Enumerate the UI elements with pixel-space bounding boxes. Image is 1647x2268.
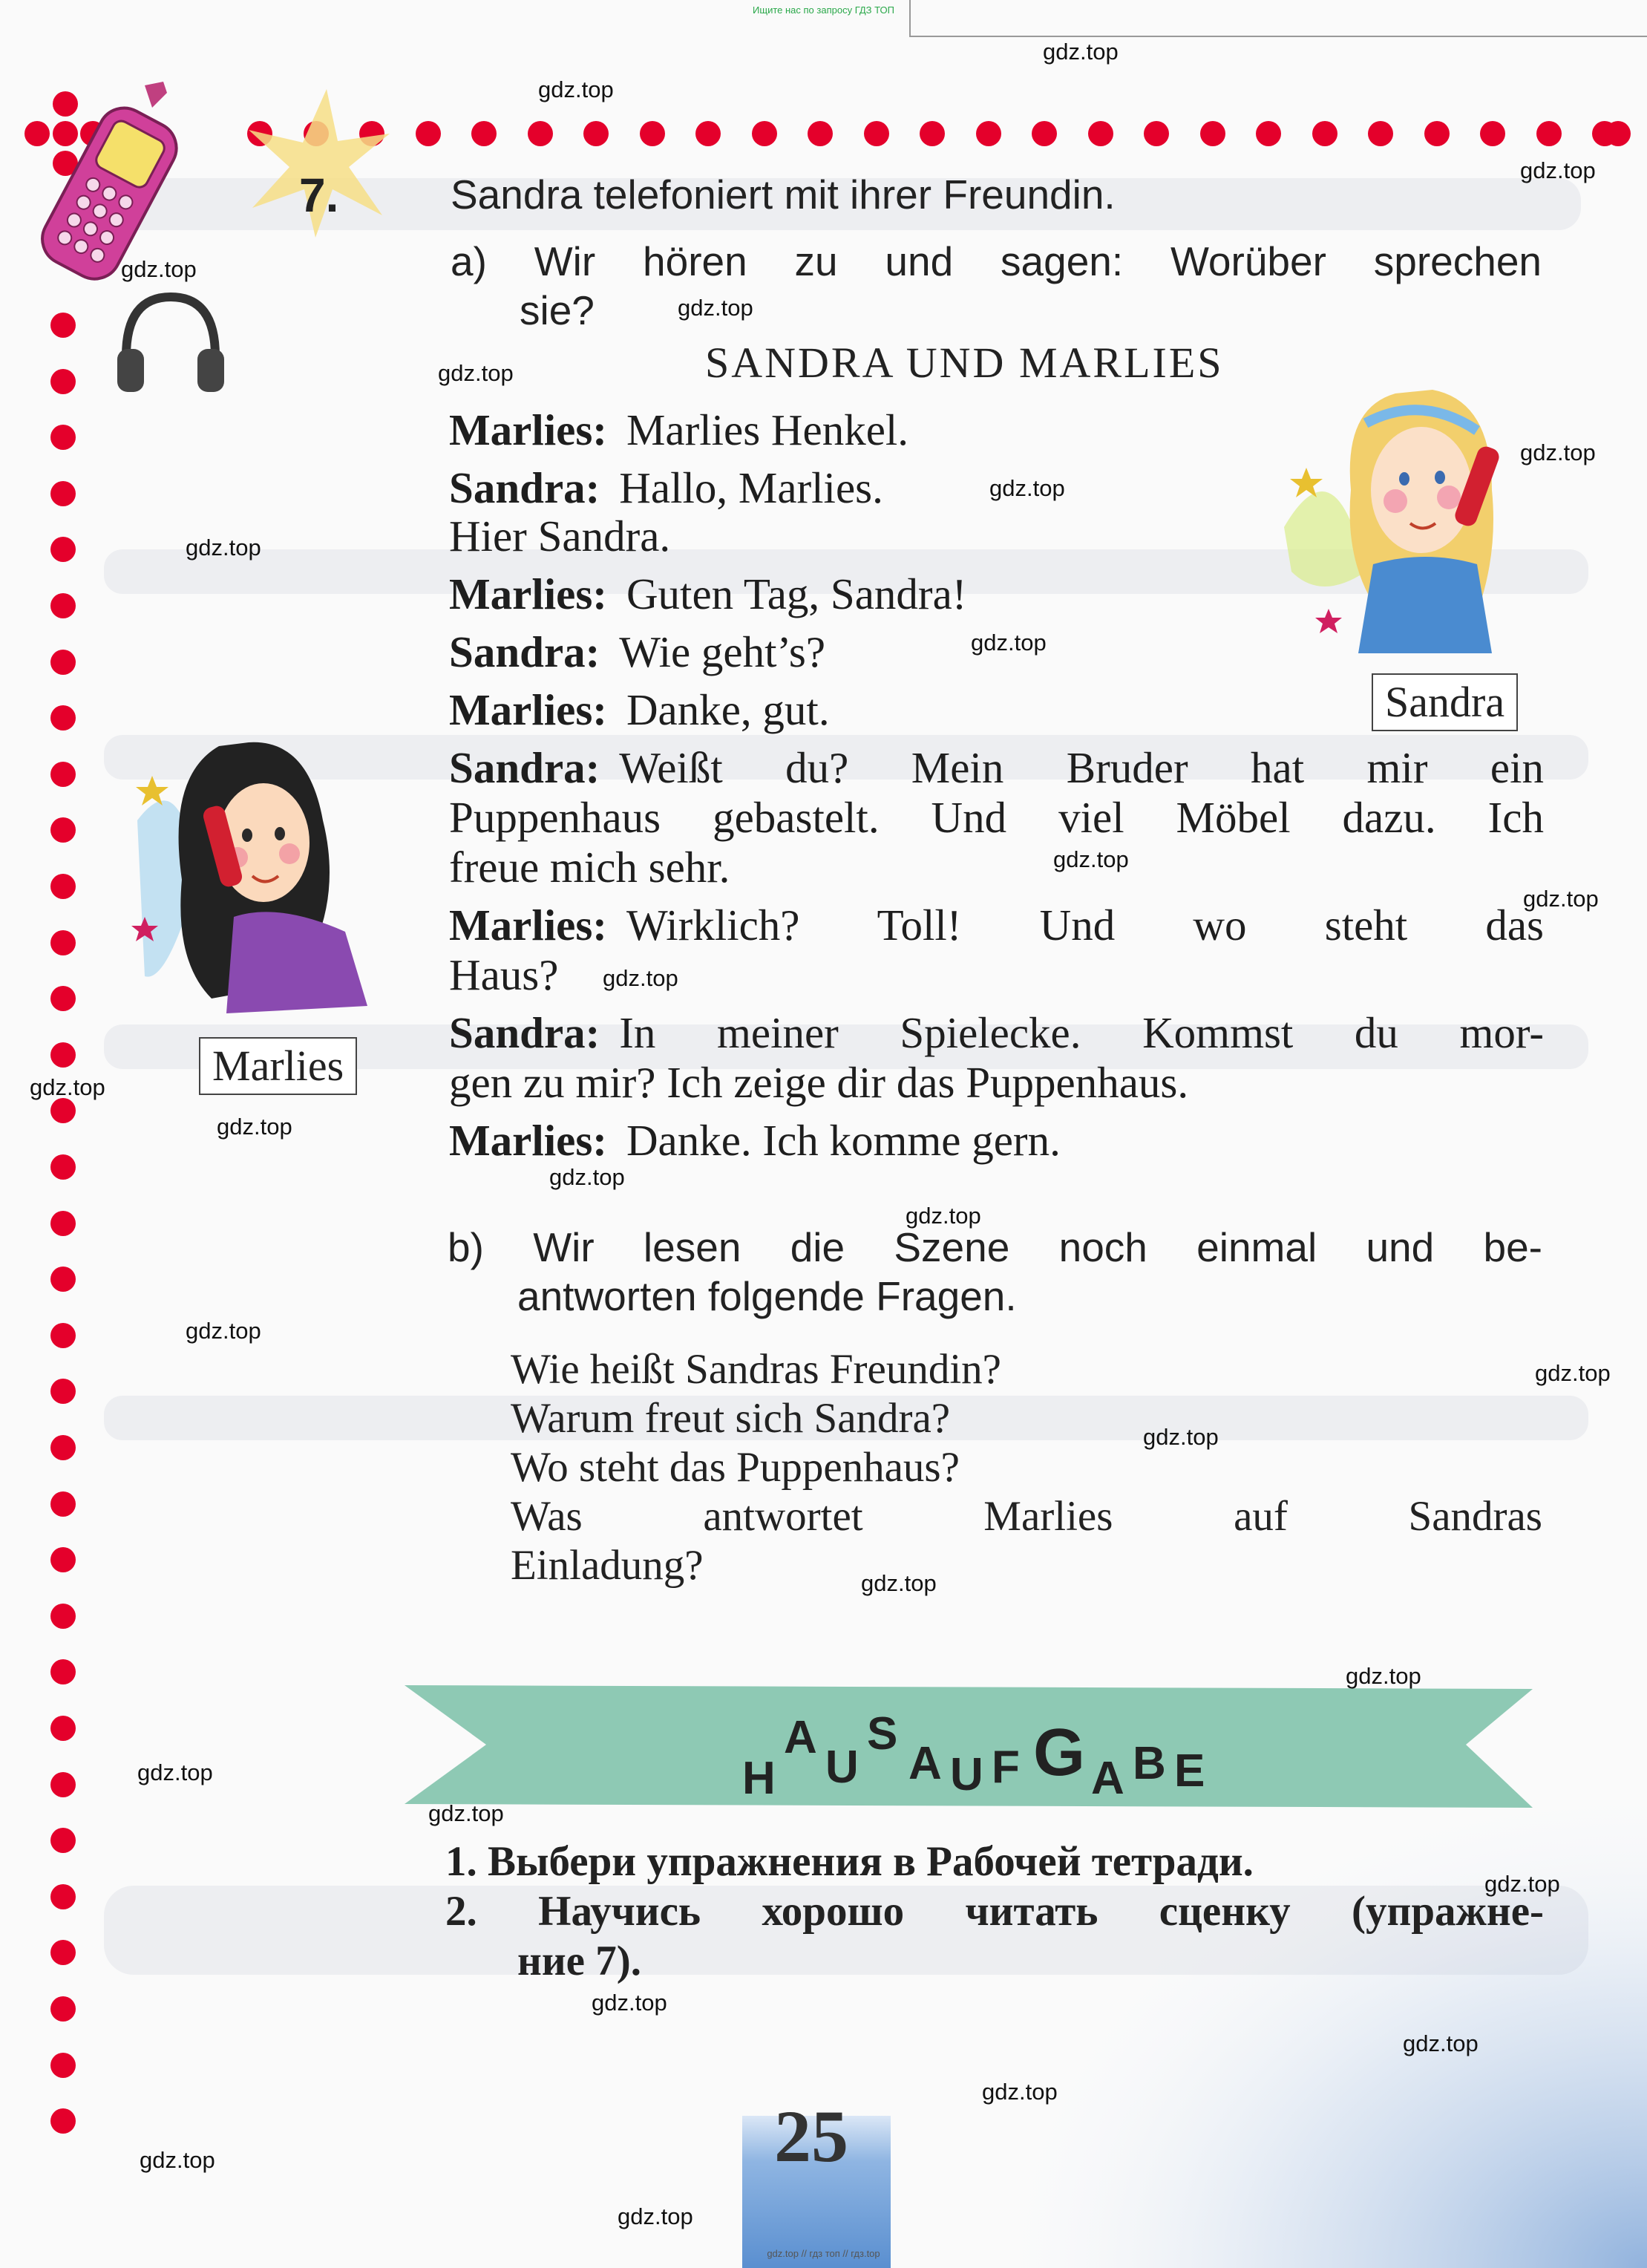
border-dot — [50, 762, 76, 787]
watermark-text[interactable]: gdz.top — [1403, 2030, 1479, 2056]
watermark-text[interactable]: gdz.top — [217, 1114, 292, 1140]
border-dot — [1200, 121, 1225, 146]
border-dot — [50, 1379, 76, 1404]
question-item: Was antwortet Marlies auf Sandras — [511, 1493, 1542, 1540]
line-text: Danke. Ich komme gern. — [626, 1116, 1061, 1165]
banner-letter: F — [992, 1742, 1020, 1793]
border-dot — [50, 930, 76, 955]
line-text: Wie geht’s? — [619, 627, 826, 676]
border-dot — [50, 313, 76, 338]
dialogue-line — [449, 742, 1544, 794]
border-dot — [528, 121, 553, 146]
line-text: Hallo, Marlies. — [619, 463, 883, 512]
dialogue-line — [449, 627, 825, 678]
dialogue-title: SANDRA UND MARLIES — [705, 339, 1224, 387]
watermark-text[interactable]: gdz.top — [549, 1164, 625, 1190]
banner-letter: B — [1133, 1738, 1166, 1789]
watermark-text[interactable]: gdz.top — [982, 2079, 1058, 2105]
speaker-name: Sandra: — [449, 463, 600, 512]
question-item: Einladung? — [511, 1542, 704, 1589]
watermark-text[interactable]: gdz.top — [861, 1570, 937, 1596]
watermark-text[interactable]: gdz.top — [428, 1800, 504, 1826]
border-dot — [50, 1772, 76, 1797]
speaker-name: Marlies: — [449, 685, 607, 734]
speaker-name: Sandra: — [449, 743, 600, 792]
banner-letter: A — [1091, 1753, 1124, 1804]
exercise-title: Sandra telefoniert mit ihrer Freundin. — [451, 171, 1116, 218]
line-text: Haus? — [449, 950, 559, 999]
watermark-text[interactable]: gdz.top — [603, 965, 678, 991]
watermark-text[interactable]: gdz.top — [618, 2203, 693, 2229]
page-number: 25 — [774, 2095, 848, 2177]
marlies-label: Marlies — [199, 1037, 357, 1095]
banner-letter: A — [908, 1738, 942, 1789]
border-dot — [50, 705, 76, 731]
border-dot — [1480, 121, 1505, 146]
border-dot — [50, 1716, 76, 1741]
dialogue-line — [449, 684, 830, 736]
watermark-text[interactable]: gdz.top — [592, 1990, 667, 2016]
dialogue-line — [449, 950, 558, 1001]
border-dot — [50, 1267, 76, 1292]
sandra-illustration — [1277, 379, 1551, 661]
border-dot — [1312, 121, 1337, 146]
exercise-number: 7. — [299, 169, 339, 222]
border-dot — [808, 121, 833, 146]
banner-letter: E — [1174, 1745, 1205, 1797]
line-text: freue mich sehr. — [449, 843, 730, 892]
border-dot — [1144, 121, 1169, 146]
border-dot — [1424, 121, 1450, 146]
border-dot — [50, 1435, 76, 1460]
banner-letter: U — [950, 1749, 983, 1800]
line-text: gen zu mir? Ich zeige dir das Puppenhaus. — [449, 1058, 1189, 1107]
banner-letter: U — [825, 1742, 859, 1793]
watermark-text[interactable]: gdz.top — [1523, 886, 1599, 912]
border-dot — [50, 874, 76, 899]
dialogue-line — [449, 405, 908, 456]
watermark-text[interactable]: gdz.top — [971, 630, 1047, 656]
banner-letter: H — [742, 1753, 776, 1804]
line-text: Guten Tag, Sandra! — [626, 569, 967, 618]
dialogue-line — [449, 1115, 1061, 1166]
border-dot — [583, 121, 609, 146]
dialogue-line — [449, 842, 730, 893]
border-dot — [50, 1491, 76, 1517]
border-dot — [695, 121, 721, 146]
border-dot — [976, 121, 1001, 146]
part-b-line-2: antworten folgende Fragen. — [517, 1273, 1017, 1319]
watermark-text[interactable]: gdz.top — [1053, 846, 1129, 872]
border-dot — [1256, 121, 1281, 146]
dialogue-line — [449, 900, 1544, 951]
part-b-line-1: b) Wir lesen die Szene noch einmal und be- — [448, 1224, 1542, 1270]
border-dot — [50, 1323, 76, 1348]
watermark-text[interactable]: gdz.top — [1143, 1424, 1219, 1450]
border-dot — [864, 121, 889, 146]
watermark-text[interactable]: gdz.top — [1520, 157, 1596, 183]
border-dot — [640, 121, 665, 146]
border-dot — [1368, 121, 1393, 146]
speaker-name: Marlies: — [449, 901, 607, 950]
watermark-text[interactable]: gdz.top — [678, 295, 753, 321]
watermark-text[interactable]: gdz.top — [538, 76, 614, 102]
top-banner[interactable]: Ищите нас по запросу ГДЗ ТОП — [753, 4, 894, 16]
border-dot — [50, 537, 76, 562]
border-dot — [471, 121, 497, 146]
watermark-text[interactable]: gdz.top — [30, 1074, 105, 1100]
dialogue-line — [449, 792, 1544, 843]
watermark-text[interactable]: gdz.top — [186, 535, 261, 561]
border-dot — [50, 1659, 76, 1684]
banner-letter: A — [784, 1712, 817, 1763]
dialogue-line — [449, 569, 966, 620]
watermark-text[interactable]: gdz.top — [1520, 439, 1596, 465]
border-dot — [50, 369, 76, 394]
homework-item: 1. Выбери упражнения в Рабочей тетради. — [445, 1838, 1254, 1885]
border-dot — [50, 1098, 76, 1123]
part-a-line-1: a) Wir hören zu und sagen: Worüber sprechen — [451, 238, 1542, 284]
border-dot — [50, 1940, 76, 1965]
speaker-name: Marlies: — [449, 569, 607, 618]
line-text: Puppenhaus gebastelt. Und viel Möbel dazu. Ich — [449, 793, 1544, 842]
border-dot — [50, 1884, 76, 1909]
watermark-text[interactable]: gdz.top — [989, 475, 1065, 501]
bottom-banner[interactable]: gdz.top // гдз топ // гдз.top — [767, 2248, 880, 2259]
homework-item: ние 7). — [517, 1938, 641, 1984]
line-text: Wirklich? Toll! Und wo steht das — [626, 901, 1544, 950]
speaker-name: Marlies: — [449, 1116, 607, 1165]
watermark-text[interactable]: gdz.top — [121, 256, 197, 282]
border-dot — [50, 1154, 76, 1180]
homework-item: 2. Научись хорошо читать сценку (упражне- — [445, 1888, 1544, 1935]
watermark-text[interactable]: gdz.top — [1043, 39, 1119, 65]
watermark-text[interactable]: gdz.top — [137, 1759, 213, 1785]
border-dot — [50, 1042, 76, 1068]
headphones-icon — [111, 286, 230, 397]
question-item: Wie heißt Sandras Freundin? — [511, 1346, 1001, 1393]
line-text: Danke, gut. — [626, 685, 830, 734]
question-item: Wo steht das Puppenhaus? — [511, 1444, 960, 1491]
border-dot — [50, 986, 76, 1011]
border-dot — [1536, 121, 1562, 146]
border-dot — [416, 121, 441, 146]
watermark-text[interactable]: gdz.top — [1346, 1663, 1421, 1689]
border-dot — [50, 1996, 76, 2022]
watermark-text[interactable]: gdz.top — [1535, 1360, 1611, 1386]
border-dot — [50, 593, 76, 618]
dialogue-line — [449, 463, 883, 514]
watermark-text[interactable]: gdz.top — [1484, 1871, 1560, 1897]
banner-letter: S — [867, 1708, 898, 1759]
dialogue-line — [449, 1007, 1544, 1059]
watermark-text[interactable]: gdz.top — [906, 1203, 981, 1229]
speaker-name: Sandra: — [449, 1008, 600, 1057]
border-dot — [50, 2053, 76, 2078]
homework-title — [742, 1707, 1225, 1804]
question-item: Warum freut sich Sandra? — [511, 1395, 951, 1442]
part-a-line-2: sie? — [520, 287, 595, 333]
border-dot — [50, 481, 76, 506]
line-text: In meiner Spielecke. Kommst du mor- — [619, 1008, 1544, 1057]
sandra-label: Sandra — [1372, 673, 1518, 731]
dialogue-line — [449, 511, 670, 562]
dialogue-line — [449, 1057, 1188, 1108]
border-dot — [920, 121, 945, 146]
marlies-illustration — [122, 731, 397, 1021]
banner-letter: G — [1033, 1716, 1086, 1790]
border-dot — [50, 817, 76, 843]
border-dot — [1032, 121, 1057, 146]
border-dot — [50, 1547, 76, 1572]
border-dot — [50, 2108, 76, 2134]
border-dot — [50, 1211, 76, 1236]
border-dot — [1605, 121, 1631, 146]
watermark-text[interactable]: gdz.top — [186, 1318, 261, 1344]
border-dot — [1088, 121, 1113, 146]
border-dot — [50, 1828, 76, 1853]
border-dot — [752, 121, 777, 146]
border-dot — [50, 1604, 76, 1629]
watermark-text[interactable]: gdz.top — [140, 2147, 215, 2173]
line-text: Marlies Henkel. — [626, 405, 909, 454]
border-dot — [50, 650, 76, 675]
border-dot — [50, 425, 76, 450]
line-text: Weißt du? Mein Bruder hat mir ein — [619, 743, 1544, 792]
speaker-name: Marlies: — [449, 405, 607, 454]
line-text: Hier Sandra. — [449, 512, 671, 561]
speaker-name: Sandra: — [449, 627, 600, 676]
watermark-text[interactable]: gdz.top — [438, 360, 514, 386]
